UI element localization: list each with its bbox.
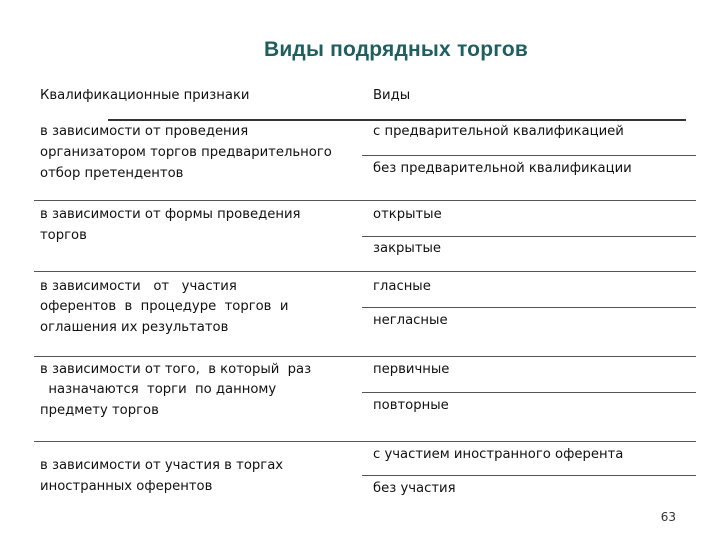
row-divider	[34, 356, 696, 357]
type-divider	[362, 155, 696, 156]
criterion-line: назначаются торги по данному	[40, 382, 277, 397]
header-criteria: Квалификационные признаки	[40, 88, 250, 103]
type-divider	[362, 236, 696, 237]
type-divider	[362, 475, 696, 476]
criterion-line: оглашения их результатов	[40, 320, 229, 335]
criterion-line: предмету торгов	[40, 403, 159, 418]
type-divider	[362, 392, 696, 393]
criterion-line: в зависимости от участия в торгах	[40, 458, 284, 473]
criterion-line: иностранных оферентов	[40, 479, 213, 494]
row-divider	[34, 441, 696, 442]
row-divider	[34, 271, 696, 272]
criterion-line: оферентов в процедуре торгов и	[40, 299, 289, 314]
criterion-line: торгов	[40, 228, 87, 243]
row-divider	[34, 200, 696, 201]
type-divider	[362, 307, 696, 308]
type-cell: с предварительной квалификацией	[373, 124, 624, 139]
header-types: Виды	[373, 88, 411, 103]
header-divider	[108, 119, 686, 121]
page-number: 63	[660, 510, 676, 524]
type-cell: негласные	[373, 313, 448, 328]
type-cell: открытые	[373, 207, 442, 222]
slide-title: Виды подрядных торгов	[263, 38, 529, 61]
type-cell: гласные	[373, 279, 431, 294]
type-cell: повторные	[373, 398, 449, 413]
criterion-line: в зависимости от проведения	[40, 124, 249, 139]
type-cell: закрытые	[373, 241, 442, 256]
type-cell: с участием иностранного оферента	[373, 447, 624, 462]
type-cell: без предварительной квалификации	[373, 161, 632, 176]
criterion-line: организатором торгов предварительного	[40, 145, 332, 160]
criterion-line: отбор претендентов	[40, 166, 184, 181]
criterion-line: в зависимости от участия	[40, 279, 237, 294]
criterion-line: в зависимости от формы проведения	[40, 207, 301, 222]
type-cell: первичные	[373, 362, 450, 377]
type-cell: без участия	[373, 481, 456, 496]
criterion-line: в зависимости от того, в который раз	[40, 362, 312, 377]
